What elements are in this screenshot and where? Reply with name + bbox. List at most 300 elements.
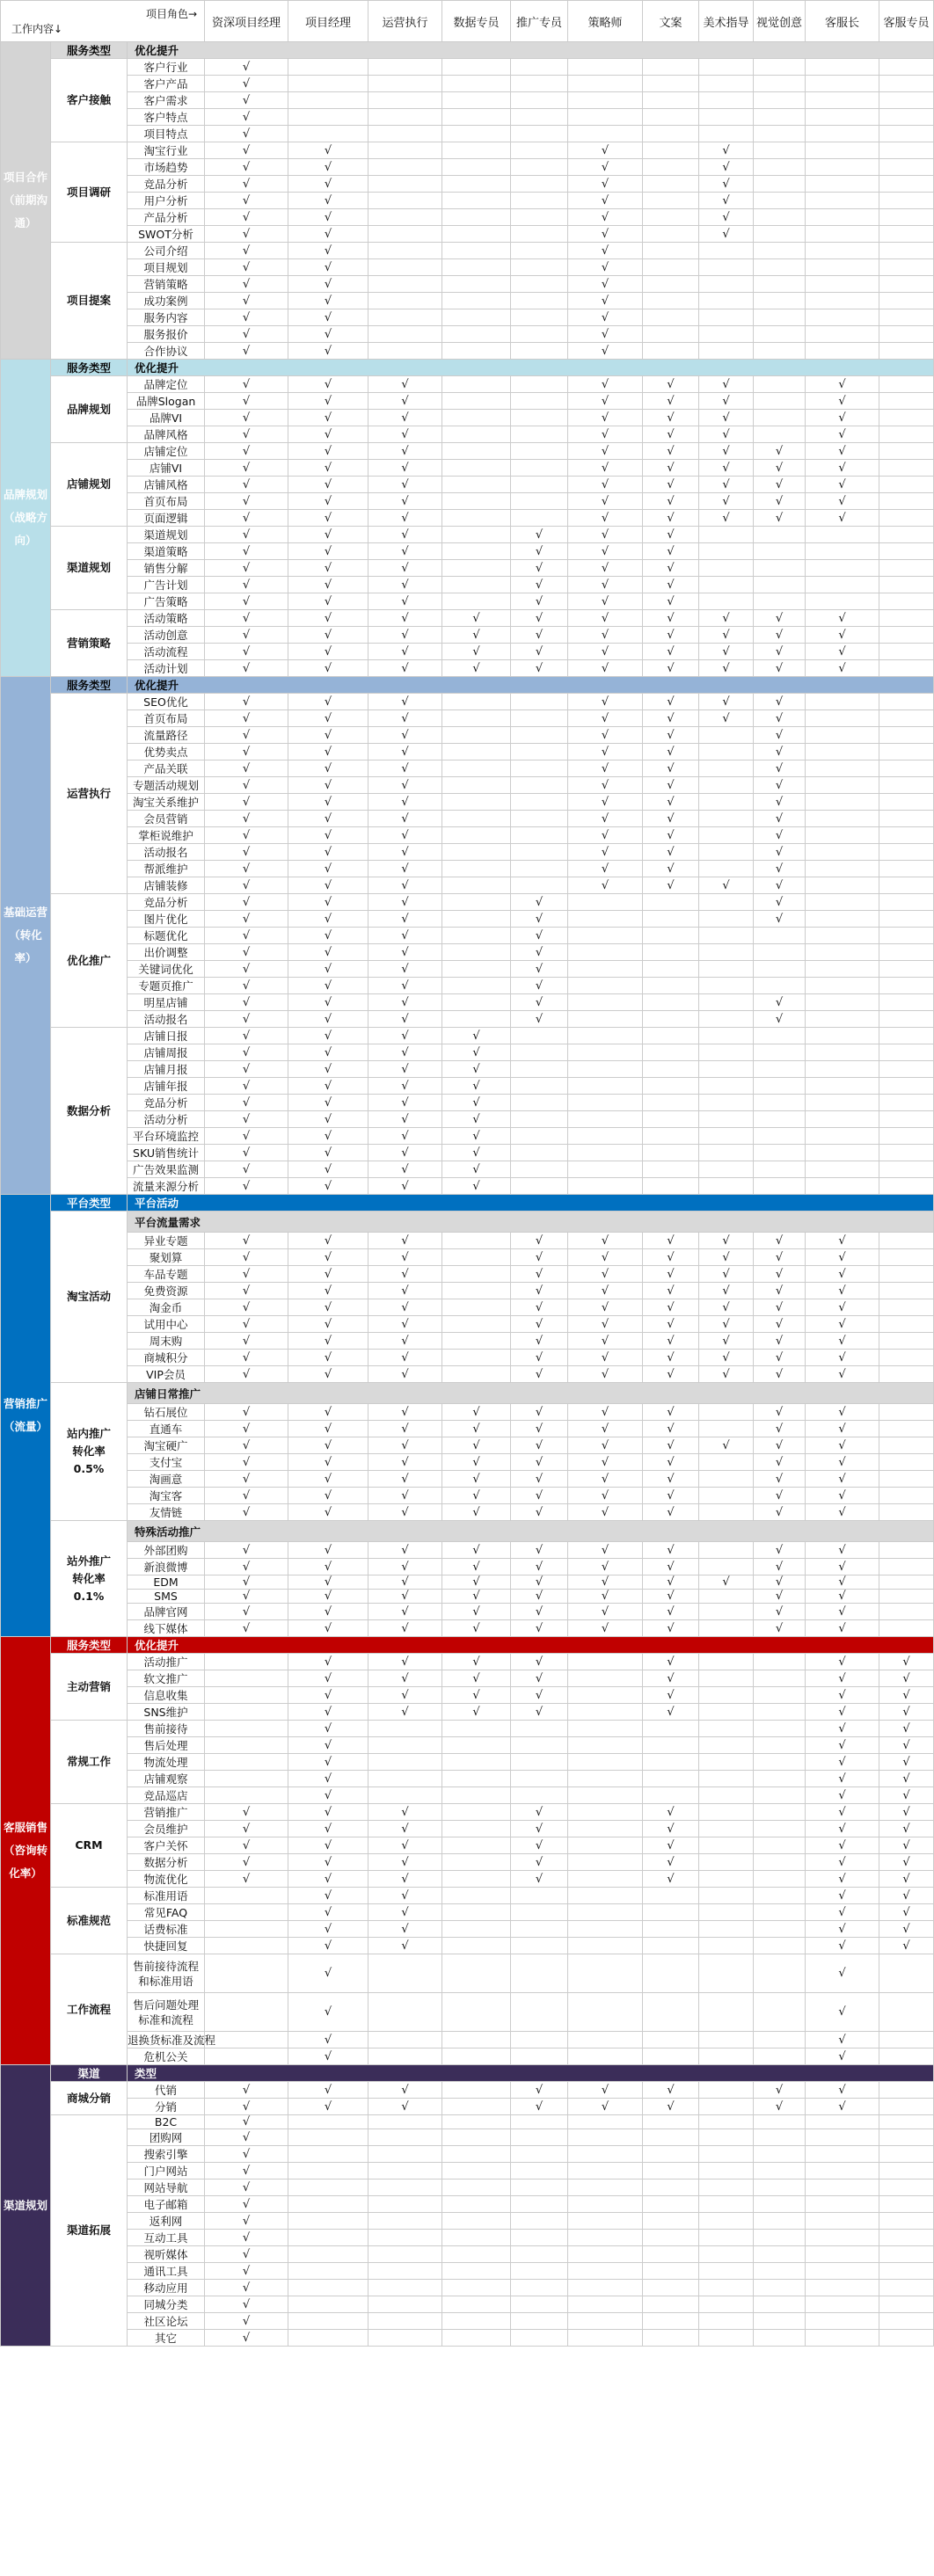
role-check-cell <box>288 2280 368 2296</box>
task-label: 淘宝硬广 <box>128 1437 205 1454</box>
check-mark: √ <box>775 1405 784 1419</box>
check-mark: √ <box>242 444 251 458</box>
role-check-cell <box>643 1488 699 1504</box>
role-check-cell <box>368 2179 442 2196</box>
role-check-cell <box>205 477 288 493</box>
role-check-cell <box>511 493 568 510</box>
role-check-cell <box>511 1787 568 1804</box>
role-check-cell <box>205 226 288 243</box>
check-mark: √ <box>838 1671 846 1685</box>
role-check-cell <box>442 1993 511 2032</box>
check-mark: √ <box>242 1405 251 1419</box>
role-check-cell <box>754 1821 806 1837</box>
task-label: 网站导航 <box>128 2179 205 2196</box>
role-check-cell <box>879 1954 934 1993</box>
role-check-cell <box>511 2246 568 2263</box>
role-check-cell <box>288 1993 368 2032</box>
role-check-cell <box>511 944 568 961</box>
matrix-row <box>1 1871 934 1888</box>
role-check-cell <box>442 2213 511 2230</box>
task-label: 活动分析 <box>128 1111 205 1128</box>
check-mark: √ <box>667 1590 675 1603</box>
role-check-cell <box>205 2032 288 2048</box>
role-check-cell <box>288 1821 368 1837</box>
check-mark: √ <box>401 1605 409 1619</box>
check-mark: √ <box>722 661 730 675</box>
check-mark: √ <box>601 1334 609 1348</box>
role-check-cell <box>754 1704 806 1721</box>
check-mark: √ <box>324 962 332 976</box>
check-mark: √ <box>722 210 730 224</box>
role-check-cell <box>511 159 568 176</box>
matrix-row <box>1 744 934 760</box>
role-check-cell <box>442 527 511 543</box>
check-mark: √ <box>722 1350 730 1364</box>
role-check-cell <box>568 1837 643 1854</box>
role-check-cell <box>368 928 442 944</box>
role-check-cell <box>879 1604 934 1620</box>
role-check-cell <box>879 1421 934 1437</box>
role-check-cell <box>368 1804 442 1821</box>
check-mark: √ <box>242 695 251 709</box>
role-check-cell <box>806 610 879 627</box>
task-label: 项目规划 <box>128 259 205 276</box>
task-label: 销售分解 <box>128 560 205 577</box>
role-check-cell <box>442 1542 511 1559</box>
role-check-cell <box>368 193 442 209</box>
role-check-cell <box>442 928 511 944</box>
task-label: 退换货标准及流程 <box>128 2032 205 2048</box>
matrix-row <box>1 343 934 360</box>
check-mark: √ <box>601 1422 609 1436</box>
role-check-cell <box>806 527 879 543</box>
role-check-cell <box>643 410 699 426</box>
role-check-cell <box>442 1604 511 1620</box>
role-check-cell <box>754 944 806 961</box>
role-check-cell <box>511 978 568 994</box>
role-check-cell <box>699 1111 754 1128</box>
role-check-cell <box>754 1993 806 2032</box>
role-check-cell <box>511 1670 568 1687</box>
task-label: 外部团购 <box>128 1542 205 1559</box>
check-mark: √ <box>838 394 846 408</box>
role-check-cell <box>568 1044 643 1061</box>
role-check-cell <box>879 176 934 193</box>
role-check-cell <box>288 142 368 159</box>
section-band <box>1 1195 934 1212</box>
role-check-cell <box>806 1404 879 1421</box>
matrix-row <box>1 243 934 259</box>
role-check-cell <box>568 1128 643 1145</box>
role-check-cell <box>806 961 879 978</box>
task-label: 直通车 <box>128 1421 205 1437</box>
role-check-cell <box>205 1575 288 1590</box>
role-check-cell <box>368 343 442 360</box>
role-check-cell <box>754 1687 806 1704</box>
role-check-cell <box>205 861 288 877</box>
matrix-row <box>1 894 934 911</box>
role-check-cell <box>288 1787 368 1804</box>
role-check-cell <box>643 694 699 710</box>
check-mark: √ <box>242 1095 251 1110</box>
role-check-cell <box>699 1178 754 1195</box>
check-mark: √ <box>667 1488 675 1503</box>
role-check-cell <box>568 1316 643 1333</box>
check-mark: √ <box>242 2130 251 2144</box>
role-check-cell <box>879 543 934 560</box>
role-check-cell <box>568 159 643 176</box>
role-check-cell <box>368 1704 442 1721</box>
role-check-cell <box>754 2330 806 2347</box>
role-check-cell <box>568 1921 643 1938</box>
check-mark: √ <box>722 1317 730 1331</box>
role-check-cell <box>442 1670 511 1687</box>
check-mark: √ <box>401 778 409 792</box>
role-check-cell <box>368 744 442 760</box>
check-mark: √ <box>722 461 730 475</box>
role-check-cell <box>368 710 442 727</box>
check-mark: √ <box>902 1922 910 1936</box>
role-check-cell <box>511 1078 568 1095</box>
check-mark: √ <box>324 1688 332 1702</box>
check-mark: √ <box>775 778 784 792</box>
check-mark: √ <box>722 878 730 892</box>
task-label: 活动报名 <box>128 844 205 861</box>
check-mark: √ <box>775 477 784 491</box>
check-mark: √ <box>535 544 544 558</box>
matrix-row <box>1 543 934 560</box>
check-mark: √ <box>472 611 480 625</box>
role-check-cell <box>511 744 568 760</box>
matrix-row <box>1 794 934 811</box>
task-label: EDM <box>128 1575 205 1590</box>
category-cell: CRM <box>51 1804 128 1888</box>
role-check-cell <box>368 2129 442 2146</box>
role-check-cell <box>699 1249 754 1266</box>
check-mark: √ <box>324 795 332 809</box>
role-check-cell <box>205 460 288 477</box>
role-check-cell <box>511 309 568 326</box>
role-check-cell <box>205 1704 288 1721</box>
role-check-cell <box>754 694 806 710</box>
role-check-cell <box>511 443 568 460</box>
check-mark: √ <box>324 928 332 942</box>
role-check-cell <box>288 1266 368 1283</box>
role-check-cell <box>643 811 699 827</box>
role-check-cell <box>288 928 368 944</box>
check-mark: √ <box>838 1655 846 1669</box>
band-label: 优化提升 <box>128 42 934 59</box>
check-mark: √ <box>324 1505 332 1519</box>
role-check-cell <box>511 1299 568 1316</box>
role-check-cell <box>442 660 511 677</box>
task-label: 用户分析 <box>128 193 205 209</box>
category-cell: 营销策略 <box>51 610 128 677</box>
role-check-cell <box>699 1993 754 2032</box>
role-check-cell <box>368 1178 442 1195</box>
role-check-cell <box>806 293 879 309</box>
role-check-cell <box>568 426 643 443</box>
check-mark: √ <box>472 1543 480 1557</box>
matrix-row <box>1 777 934 794</box>
check-mark: √ <box>775 1505 784 1519</box>
role-check-cell <box>699 1488 754 1504</box>
role-check-cell <box>511 1504 568 1521</box>
role-check-cell <box>754 293 806 309</box>
check-mark: √ <box>775 1605 784 1619</box>
role-check-cell <box>205 1871 288 1888</box>
role-check-cell <box>568 2263 643 2280</box>
check-mark: √ <box>401 1405 409 1419</box>
matrix-row <box>1 176 934 193</box>
task-label: 免费资源 <box>128 1283 205 1299</box>
check-mark: √ <box>324 1284 332 1298</box>
task-label: 友情链 <box>128 1504 205 1521</box>
role-check-cell <box>442 1454 511 1471</box>
check-mark: √ <box>472 1179 480 1193</box>
role-check-cell <box>442 259 511 276</box>
role-check-cell <box>288 1078 368 1095</box>
role-check-cell <box>568 76 643 92</box>
check-mark: √ <box>535 1855 544 1869</box>
role-check-cell <box>568 744 643 760</box>
role-check-cell <box>368 827 442 844</box>
section-title <box>1 1195 51 1637</box>
role-check-cell <box>511 1620 568 1637</box>
role-check-cell <box>442 744 511 760</box>
check-mark: √ <box>775 1350 784 1364</box>
role-check-cell <box>368 1316 442 1333</box>
category-cell: 标准规范 <box>51 1888 128 1954</box>
role-check-cell <box>879 2099 934 2115</box>
role-check-cell <box>288 1575 368 1590</box>
role-check-cell <box>879 510 934 527</box>
role-check-cell <box>806 2179 879 2196</box>
role-check-cell <box>806 1938 879 1954</box>
role-check-cell <box>442 1721 511 1737</box>
check-mark: √ <box>838 477 846 491</box>
role-check-cell <box>288 276 368 293</box>
role-check-cell <box>806 811 879 827</box>
check-mark: √ <box>324 210 332 224</box>
matrix-row <box>1 1299 934 1316</box>
role-check-cell <box>699 1787 754 1804</box>
role-check-cell <box>442 760 511 777</box>
role-check-cell <box>442 159 511 176</box>
role-check-cell <box>879 1283 934 1299</box>
matrix-row <box>1 1704 934 1721</box>
check-mark: √ <box>775 912 784 926</box>
matrix-row <box>1 1044 934 1061</box>
role-check-cell <box>205 1078 288 1095</box>
check-mark: √ <box>601 544 609 558</box>
check-mark: √ <box>838 1405 846 1419</box>
role-check-cell <box>511 426 568 443</box>
check-mark: √ <box>324 1250 332 1264</box>
sub-band <box>1 1383 934 1404</box>
category-cell: 客户接触 <box>51 59 128 142</box>
role-check-cell <box>806 944 879 961</box>
role-check-cell <box>879 1938 934 1954</box>
check-mark: √ <box>324 177 332 191</box>
role-check-cell <box>442 510 511 527</box>
role-check-cell <box>754 126 806 142</box>
role-check-cell <box>442 694 511 710</box>
role-check-cell <box>511 1904 568 1921</box>
role-check-cell <box>754 1620 806 1637</box>
role-check-cell <box>205 343 288 360</box>
check-mark: √ <box>722 1233 730 1248</box>
role-check-cell <box>754 2246 806 2263</box>
role-check-cell <box>205 2115 288 2129</box>
category-cell: 数据分析 <box>51 1028 128 1195</box>
role-check-cell <box>806 1161 879 1178</box>
role-check-cell <box>754 877 806 894</box>
check-mark: √ <box>601 260 609 274</box>
role-check-cell <box>754 142 806 159</box>
check-mark: √ <box>838 1472 846 1486</box>
check-mark: √ <box>601 1505 609 1519</box>
role-check-cell <box>643 1604 699 1620</box>
check-mark: √ <box>535 628 544 642</box>
matrix-row <box>1 994 934 1011</box>
role-check-cell <box>879 1404 934 1421</box>
role-check-cell <box>806 1421 879 1437</box>
check-mark: √ <box>601 594 609 608</box>
role-check-cell <box>699 794 754 811</box>
role-check-cell <box>511 593 568 610</box>
role-check-cell <box>568 644 643 660</box>
check-mark: √ <box>838 461 846 475</box>
matrix-row <box>1 811 934 827</box>
role-check-cell <box>568 1471 643 1488</box>
task-label: 活动流程 <box>128 644 205 660</box>
role-check-cell <box>643 894 699 911</box>
role-check-cell <box>368 1011 442 1028</box>
check-mark: √ <box>242 210 251 224</box>
role-check-cell <box>806 1575 879 1590</box>
role-check-cell <box>288 309 368 326</box>
check-mark: √ <box>601 477 609 491</box>
check-mark: √ <box>242 845 251 859</box>
role-check-cell <box>511 811 568 827</box>
task-label: 产品关联 <box>128 760 205 777</box>
task-label: 明星店铺 <box>128 994 205 1011</box>
role-check-cell <box>879 861 934 877</box>
check-mark: √ <box>401 1455 409 1469</box>
role-check-cell <box>205 2296 288 2313</box>
role-check-cell <box>879 493 934 510</box>
role-check-cell <box>205 727 288 744</box>
check-mark: √ <box>242 1575 251 1589</box>
matrix-row <box>1 1471 934 1488</box>
check-mark: √ <box>838 1505 846 1519</box>
check-mark: √ <box>324 1179 332 1193</box>
role-check-cell <box>643 276 699 293</box>
check-mark: √ <box>324 1967 332 1980</box>
check-mark: √ <box>838 1267 846 1281</box>
role-check-cell <box>806 2246 879 2263</box>
check-mark: √ <box>324 912 332 926</box>
check-mark: √ <box>401 1267 409 1281</box>
role-check-cell <box>442 59 511 76</box>
check-mark: √ <box>775 1560 784 1574</box>
check-mark: √ <box>535 1838 544 1852</box>
role-check-cell <box>806 1787 879 1804</box>
check-mark: √ <box>601 394 609 408</box>
role-check-cell <box>368 243 442 259</box>
role-check-cell <box>699 477 754 493</box>
role-check-cell <box>643 794 699 811</box>
role-check-cell <box>643 2099 699 2115</box>
role-check-cell <box>806 543 879 560</box>
role-check-cell <box>879 326 934 343</box>
matrix-row <box>1 1333 934 1350</box>
role-check-cell <box>205 1421 288 1437</box>
role-check-cell <box>699 2163 754 2179</box>
check-mark: √ <box>242 143 251 157</box>
role-check-cell <box>699 1821 754 1837</box>
section-title <box>1 360 51 677</box>
matrix-row <box>1 2129 934 2146</box>
check-mark: √ <box>324 1560 332 1574</box>
role-check-cell <box>643 1421 699 1437</box>
role-check-cell <box>568 2032 643 2048</box>
check-mark: √ <box>242 661 251 675</box>
check-mark: √ <box>401 1655 409 1669</box>
role-check-cell <box>699 2296 754 2313</box>
check-mark: √ <box>324 644 332 659</box>
role-check-cell <box>879 811 934 827</box>
role-check-cell <box>511 1837 568 1854</box>
role-check-cell <box>754 76 806 92</box>
role-check-cell <box>806 1266 879 1283</box>
role-check-cell <box>568 1011 643 1028</box>
role-check-cell <box>699 560 754 577</box>
role-check-cell <box>511 1350 568 1366</box>
check-mark: √ <box>401 1112 409 1126</box>
check-mark: √ <box>401 728 409 742</box>
role-check-cell <box>568 710 643 727</box>
task-label: 淘宝关系维护 <box>128 794 205 811</box>
role-check-cell <box>205 1821 288 1837</box>
role-check-cell <box>568 309 643 326</box>
check-mark: √ <box>535 995 544 1009</box>
matrix-row <box>1 309 934 326</box>
role-check-cell <box>754 1454 806 1471</box>
role-check-cell <box>288 827 368 844</box>
role-check-cell <box>288 493 368 510</box>
check-mark: √ <box>667 1671 675 1685</box>
check-mark: √ <box>601 778 609 792</box>
role-check-cell <box>442 1754 511 1771</box>
role-check-cell <box>879 1078 934 1095</box>
check-mark: √ <box>838 1822 846 1836</box>
role-check-cell <box>442 811 511 827</box>
task-label: 客户产品 <box>128 76 205 92</box>
task-label: 店铺定位 <box>128 443 205 460</box>
task-label: 代销 <box>128 2082 205 2099</box>
role-check-cell <box>568 1161 643 1178</box>
band-label: 优化提升 <box>128 677 934 694</box>
role-check-cell <box>442 610 511 627</box>
check-mark: √ <box>324 1888 332 1903</box>
role-check-cell <box>511 994 568 1011</box>
check-mark: √ <box>902 1872 910 1886</box>
check-mark: √ <box>324 1438 332 1452</box>
role-check-cell <box>511 1590 568 1604</box>
check-mark: √ <box>667 644 675 659</box>
